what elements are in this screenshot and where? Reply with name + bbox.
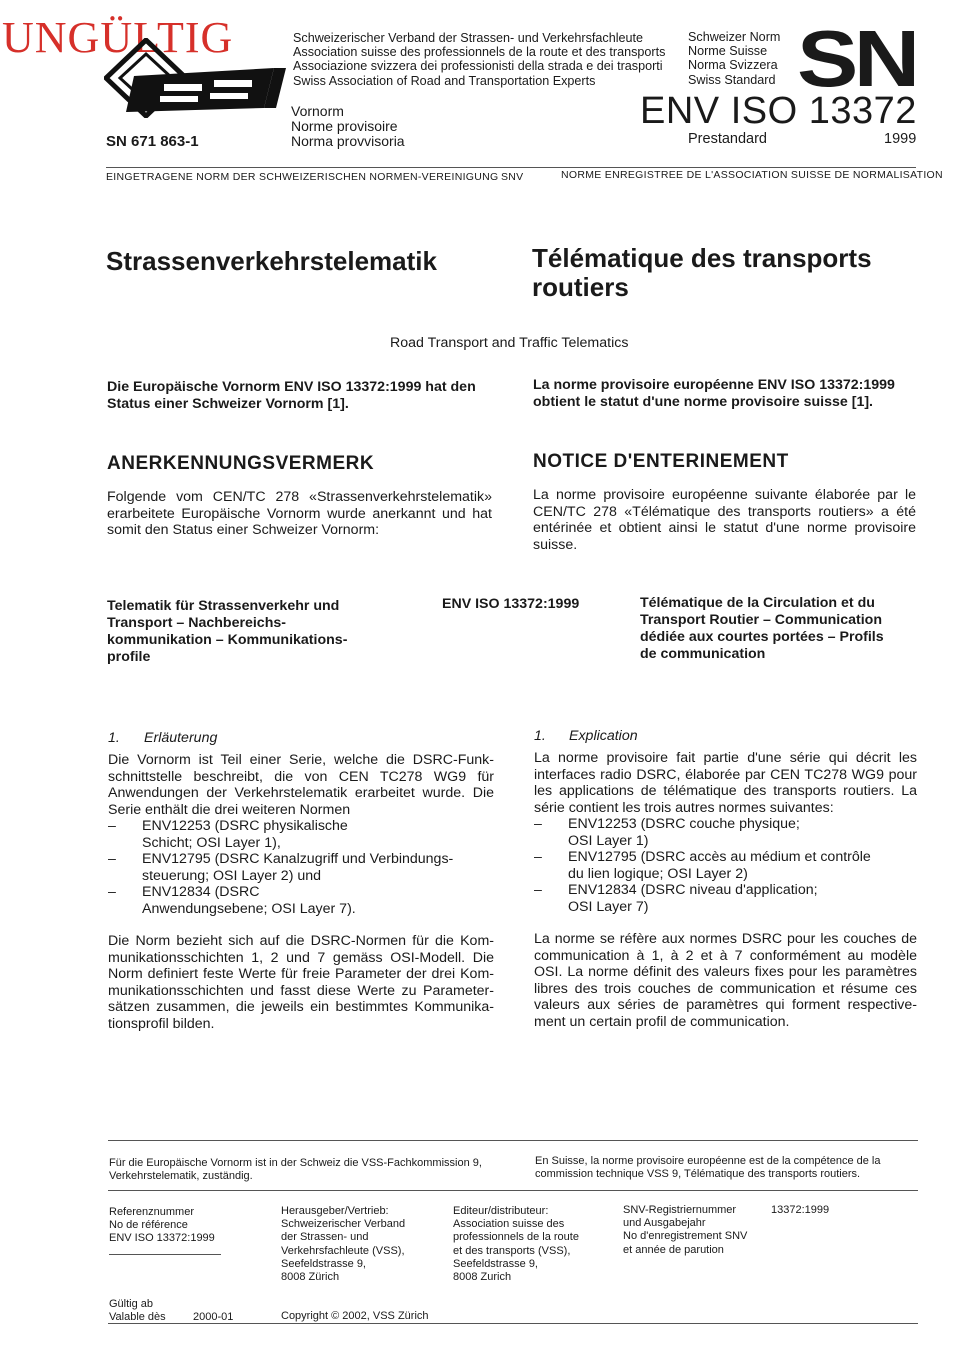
norm-list [534, 816, 917, 915]
explanation-intro: La norme provisoire fait partie d'une série qui décrit les interfaces radio DSRC, élaborée par CEN TC278 WG9 pour les applications de télématique des transports routiers. La série contient les trois autres normes suivantes: [534, 750, 917, 816]
prestandard-label: Prestandard [688, 131, 767, 147]
snv-registration: SNV-Registriernummer und Ausgabejahr No d'enregistrement SNV et année de parution [623, 1204, 748, 1256]
list-item: – ENV12253 (DSRC physikalische Schicht; OSI Layer 1), [108, 818, 494, 851]
committee-german: Für die Europäische Vornorm ist in der Schweiz die VSS-Fachkommission 9, Verkehrstelematik, zuständig. [109, 1157, 482, 1183]
list-item: – ENV12834 (DSRC niveau d'application; OSI Layer 7) [534, 882, 917, 915]
list-item: – ENV12834 (DSRC Anwendungsebene; OSI Layer 7). [108, 884, 494, 917]
footer-rule-bottom [108, 1323, 918, 1324]
explanation-paragraph: Die Norm bezieht sich auf die DSRC-Normen für die Kom-munikationsschichten 1, 2 und 7 gemäss OSI-Modell. Die Norm definiert feste Werte für freie Parameter der drei Kom-munikationsschichten und fasst diese Werte zu Parameter-sätzen zusammen, die jeweils ein bestimmtes Kommunika-tionsprofil bilden. [108, 933, 494, 1032]
valid-from-label: Gültig ab Valable dès [109, 1298, 166, 1324]
section-heading: Erläuterung [144, 730, 218, 746]
copyright: Copyright © 2002, VSS Zürich [281, 1310, 429, 1322]
invalid-stamp: UNGÜLTIG [2, 13, 234, 62]
standard-designation: ENV ISO 13372 [640, 90, 917, 132]
publisher-german: Herausgeber/Vertrieb: Schweizerischer Verband der Strassen- und Verkehrsfachleute (VSS), Seefeldstrasse 9, 8008 Zürich [281, 1205, 406, 1284]
list-item: – ENV12795 (DSRC accès au médium et contrôle du lien logique; OSI Layer 2) [534, 849, 917, 882]
title-english: Road Transport and Traffic Telematics [390, 335, 629, 351]
explanation-intro: Die Vornorm ist Teil einer Serie, welche die DSRC-Funk-schnittstelle beschreibt, die von CEN TC278 WG9 für Anwendungen der Verkehrstelematik erarbeitet wurde. Die Serie enthält die drei weiteren Normen [108, 752, 494, 818]
explanation-french [534, 728, 917, 1030]
title-german: Strassenverkehrstelematik [106, 246, 437, 276]
footer-rule-mid [108, 1190, 918, 1191]
association-names: Schweizerischer Verband der Strassen- und Verkehrsfachleute Association suisse des professionnels de la route et des transports Associazione svizzera dei professionisti della strada e dei trasporti Swiss Association of Road and Transportation Experts [293, 31, 666, 88]
section-number: 1. [534, 728, 546, 744]
list-item: – ENV12253 (DSRC couche physique; OSI Layer 1) [534, 816, 917, 849]
band-left-text: EINGETRAGENE NORM DER SCHWEIZERISCHEN NORMEN-VEREINIGUNG [106, 171, 499, 183]
standard-title-german: Telematik für Strassenverkehr und Transport – Nachbereichs-kommunikation – Kommunikations-profile [107, 598, 348, 665]
section-number: 1. [108, 730, 120, 746]
header-rule [106, 167, 916, 168]
notice-heading-french: NOTICE D'ENTERINEMENT [533, 451, 789, 472]
reference-number: Referenznummer No de référence ENV ISO 13372:1999 [109, 1206, 215, 1245]
status-french: La norme provisoire européenne ENV ISO 13372:1999 obtient le statut d'une norme provisoire suisse [1]. [533, 377, 895, 410]
title-french: Télématique des transports routiers [532, 243, 872, 302]
explanation-german [108, 730, 494, 1032]
snv-registration-value: 13372:1999 [771, 1204, 830, 1216]
norm-list [108, 818, 494, 917]
band-mid-text: SNV [501, 171, 524, 183]
vss-logo [104, 38, 286, 118]
sn-number: SN 671 863-1 [106, 133, 199, 150]
list-item: – ENV12795 (DSRC Kanalzugriff und Verbindungs-steuerung; OSI Layer 2) und [108, 851, 494, 884]
notice-text-german: Folgende vom CEN/TC 278 «Strassenverkehrstelematik» erarbeitete Europäische Vornorm wurde anerkannt und hat somit den Status einer Schweizer Vornorm: [107, 489, 492, 538]
footer-rule-top [108, 1140, 918, 1141]
committee-french: En Suisse, la norme provisoire européenne est de la compétence de la commission technique VSS 9, Télématique des transports routiers. [535, 1155, 881, 1181]
prestandard-names: Vornorm Norme provisoire Norma provvisoria [291, 103, 405, 149]
status-german: Die Europäische Vornorm ENV ISO 13372:1999 hat den Status einer Schweizer Vornorm [1]. [107, 379, 476, 412]
notice-text-french: La norme provisoire européenne suivante élaborée par le CEN/TC 278 «Télématique des transports routiers» a été entérinée et obtient ainsi le statut d'une norme provisoire suisse. [533, 487, 916, 553]
norm-type-names: Schweizer Norm Norme Suisse Norma Svizzera Swiss Standard [688, 30, 781, 87]
band-right-text: NORME ENREGISTREE DE L'ASSOCIATION SUISSE DE NORMALISATION [561, 169, 943, 181]
standard-code: ENV ISO 13372:1999 [442, 596, 580, 612]
sn-logo: SN [797, 14, 916, 103]
publication-year: 1999 [884, 131, 917, 147]
notice-heading-german: ANERKENNUNGSVERMERK [107, 453, 375, 474]
section-heading: Explication [569, 728, 638, 744]
reference-rule [109, 1254, 221, 1255]
standard-title-french: Télématique de la Circulation et du Transport Routier – Communication dédiée aux courtes portées – Profils de communication [640, 595, 884, 662]
explanation-paragraph: La norme se réfère aux normes DSRC pour les couches de communication à 1, à 2 et à 7 conformément au modèle OSI. La norme définit des valeurs fixes pour les paramètres libres des trois couches de communication et résume ces valeurs aux séries de paramètres qui forment respective-ment un certain profil de communication. [534, 931, 917, 1030]
publisher-french: Editeur/distributeur: Association suisse des professionnels de la route et des transports (VSS), Seefeldstrasse 9, 8008 Zurich [453, 1205, 579, 1284]
valid-from-date: 2000-01 [193, 1311, 234, 1323]
